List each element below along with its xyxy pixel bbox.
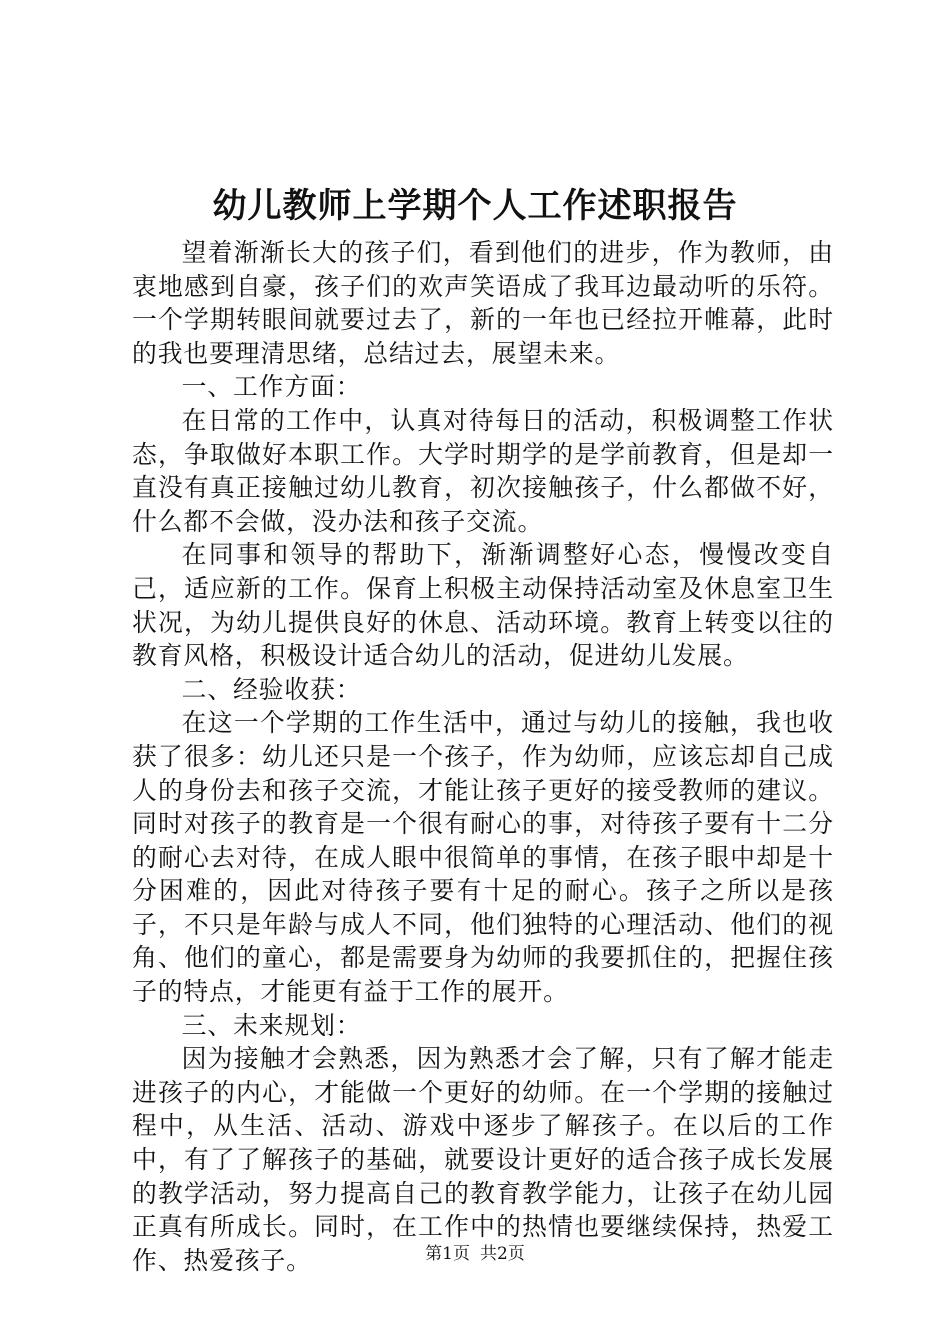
page-footer: [0, 1242, 950, 1266]
page-number: 第1页: [425, 1244, 470, 1264]
intro-paragraph: 望着渐渐长大的孩子们，看到他们的进步，作为教师，由衷地感到自豪，孩子们的欢声笑语成了我耳边最动听的乐符。一个学期转眼间就要过去了，新的一年也已经拉开帷幕，此时的我也要理清思绪，总结过去，展望未来。: [132, 238, 834, 368]
experience-paragraph: 在这一个学期的工作生活中，通过与幼儿的接触，我也收获了很多：幼儿还只是一个孩子，作为幼师，应该忘却自己成人的身份去和孩子交流，才能让孩子更好的接受教师的建议。同时对孩子的教育是一个很有耐心的事，对待孩子要有十二分的耐心去对待，在成人眼中很简单的事情，在孩子眼中却是十分困难的，因此对待孩子要有十足的耐心。孩子之所以是孩子，不只是年龄与成人不同，他们独特的心理活动、他们的视角、他们的童心，都是需要身为幼师的我要抓住的，把握住孩子的特点，才能更有益于工作的展开。: [132, 708, 834, 1007]
section-heading-plan: 三、未来规划：: [181, 1010, 362, 1040]
work-paragraph-1: 在日常的工作中，认真对待每日的活动，积极调整工作状态，争取做好本职工作。大学时期学的是学前教育，但是却一直没有真正接触过幼儿教育，初次接触孩子，什么都做不好，什么都不会做，没办法和孩子交流。: [132, 405, 834, 536]
section-heading-work: 一、工作方面：: [181, 372, 362, 402]
document-body: [132, 236, 834, 1277]
document-title: 幼儿教师上学期个人工作述职报告: [212, 186, 738, 226]
section-heading-experience: 二、经验收获：: [181, 674, 362, 704]
work-paragraph-2: 在同事和领导的帮助下，渐渐调整好心态，慢慢改变自己，适应新的工作。保育上积极主动保持活动室及休息室卫生状况，为幼儿提供良好的休息、活动环境。教育上转变以往的教育风格，积极设计适合幼儿的活动，促进幼儿发展。: [132, 540, 834, 671]
page-total: 共2页: [480, 1244, 525, 1264]
plan-paragraph: 因为接触才会熟悉，因为熟悉才会了解，只有了解才能走进孩子的内心，才能做一个更好的幼师。在一个学期的接触过程中，从生活、活动、游戏中逐步了解孩子。在以后的工作中，有了了解孩子的基础，就要设计更好的适合孩子成长发展的教学活动，努力提高自己的教育教学能力，让孩子在幼儿园正真有所成长。同时，在工作中的热情也要继续保持，热爱工作、热爱孩子。: [132, 1044, 834, 1275]
